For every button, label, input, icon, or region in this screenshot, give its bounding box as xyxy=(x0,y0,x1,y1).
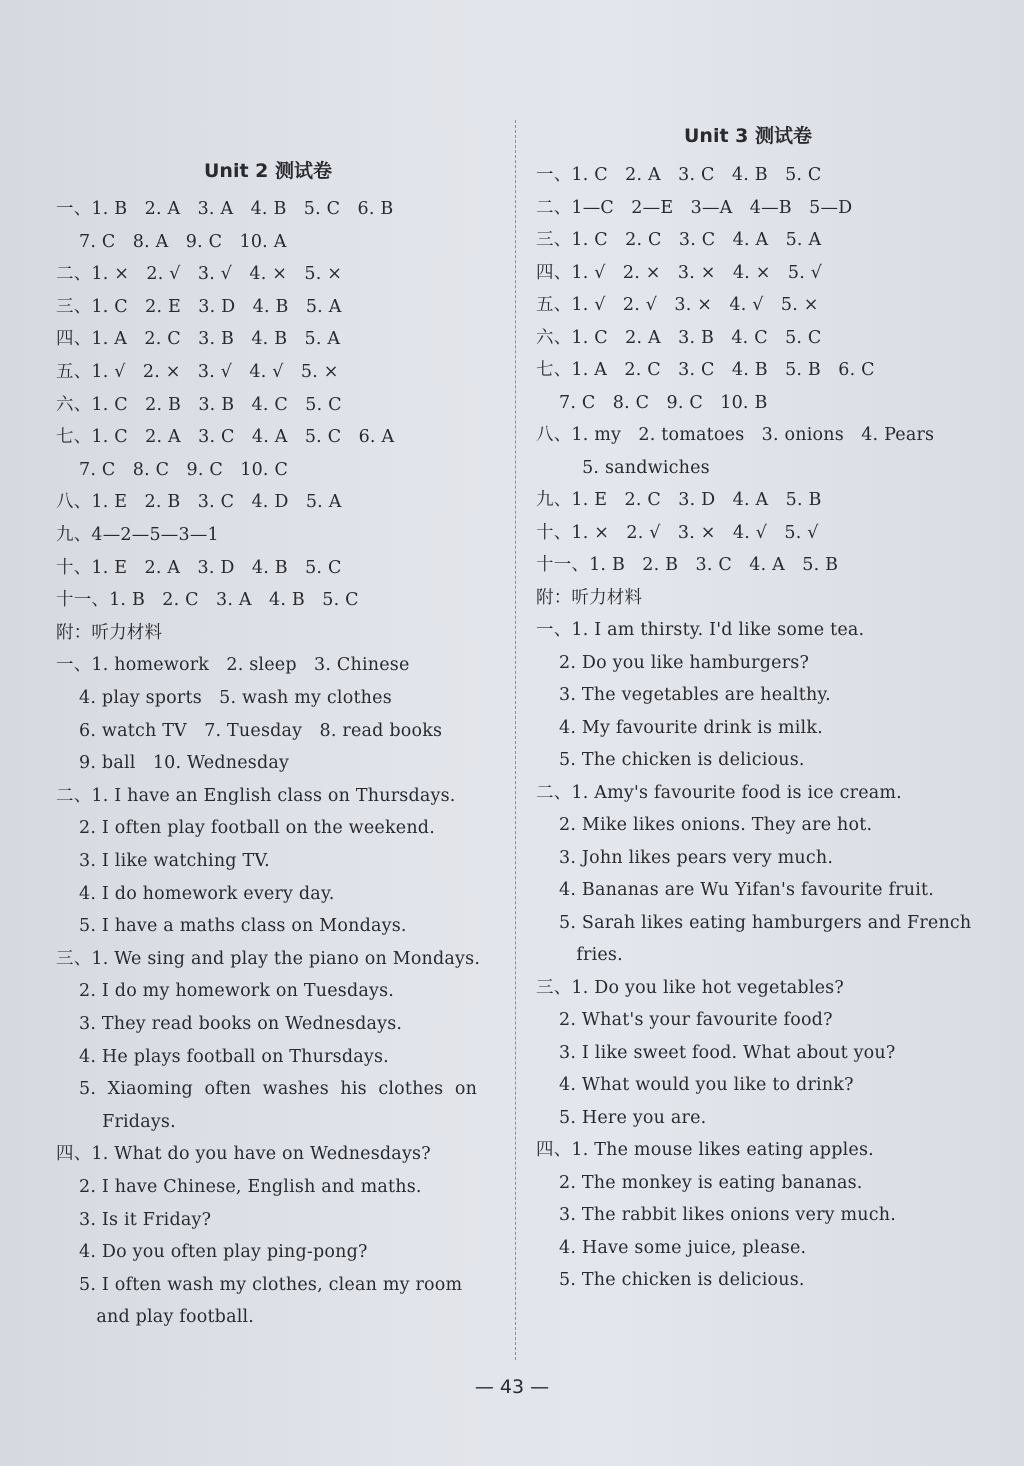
answer-line: 4. Do you often play ping-pong? xyxy=(56,1242,368,1263)
answer-line: 六、1. C 2. B 3. B 4. C 5. C xyxy=(56,394,342,415)
answer-line: 5. I have a maths class on Mondays. xyxy=(56,916,407,937)
answer-line: 2. I have Chinese, English and maths. xyxy=(56,1177,422,1197)
answer-line: 2. I do my homework on Tuesdays. xyxy=(56,981,395,1002)
answer-line: 4. play sports 5. wash my clothes xyxy=(56,688,392,708)
answer-line: 3. They read books on Wednesdays. xyxy=(56,1014,403,1034)
answer-line: 5. sandwiches xyxy=(536,457,710,478)
unit-2-title: Unit 2 测试卷 xyxy=(204,160,332,182)
answer-line: 一、1. B 2. A 3. A 4. B 5. C 6. B xyxy=(56,199,394,219)
answer-line: 十、1. × 2. √ 3. × 4. √ 5. √ xyxy=(536,522,819,543)
answer-line: 六、1. C 2. A 3. B 4. C 5. C xyxy=(536,327,822,348)
answer-line: 5. The chicken is delicious. xyxy=(536,750,805,770)
answer-line: 七、1. A 2. C 3. C 4. B 5. B 6. C xyxy=(536,360,875,380)
answer-line: 5. Sarah likes eating hamburgers and French xyxy=(536,912,972,933)
answer-line: 7. C 8. C 9. C 10. B xyxy=(536,392,768,413)
answer-line: 7. C 8. A 9. C 10. A xyxy=(56,231,287,252)
answer-line: 十、1. E 2. A 3. D 4. B 5. C xyxy=(56,557,342,578)
answer-line: 一、1. homework 2. sleep 3. Chinese xyxy=(56,655,410,676)
answer-line: 七、1. C 2. A 3. C 4. A 5. C 6. A xyxy=(56,427,395,448)
answer-line: 二、1. Amy's favourite food is ice cream. xyxy=(536,782,902,803)
answer-line: 7. C 8. C 9. C 10. C xyxy=(56,459,289,480)
answer-line: 2. What's your favourite food? xyxy=(536,1010,833,1030)
answer-line: 3. I like sweet food. What about you? xyxy=(536,1042,896,1063)
answer-line: 五、1. √ 2. × 3. √ 4. √ 5. × xyxy=(56,362,339,382)
answer-line: 三、1. We sing and play the piano on Mondays. xyxy=(56,948,481,969)
answer-line: 4. Have some juice, please. xyxy=(536,1237,807,1258)
answer-line: 一、1. I am thirsty. I'd like some tea. xyxy=(536,620,865,640)
answer-line: 四、1. √ 2. × 3. × 4. × 5. √ xyxy=(536,262,823,283)
answer-line: 附：听力材料 xyxy=(536,587,643,608)
answer-line: 5. The chicken is delicious. xyxy=(536,1270,805,1290)
answer-line: 5. I often wash my clothes, clean my room xyxy=(56,1274,463,1295)
answer-line: 5. Here you are. xyxy=(536,1107,707,1128)
column-divider xyxy=(515,120,516,1360)
answer-line: 一、1. C 2. A 3. C 4. B 5. C xyxy=(536,165,822,185)
answer-line: and play football. xyxy=(56,1307,255,1328)
answer-line: 二、1. I have an English class on Thursdays. xyxy=(56,785,456,806)
answer-line: Fridays. xyxy=(56,1111,176,1132)
answer-line: 四、1. The mouse likes eating apples. xyxy=(536,1140,874,1160)
answer-line: 2. I often play football on the weekend. xyxy=(56,818,435,839)
answer-line: 4. He plays football on Thursdays. xyxy=(56,1046,389,1067)
answer-line: 3. John likes pears very much. xyxy=(536,847,834,868)
answer-line: 八、1. E 2. B 3. C 4. D 5. A xyxy=(56,492,342,513)
answer-line: 4. Bananas are Wu Yifan's favourite fruit. xyxy=(536,880,934,900)
unit-3-title: Unit 3 测试卷 xyxy=(684,125,812,147)
answer-line: 十一、1. B 2. B 3. C 4. A 5. B xyxy=(536,555,839,575)
answer-line: 二、1—C 2—E 3—A 4—B 5—D xyxy=(536,197,853,218)
answer-line: 2. Do you like hamburgers? xyxy=(536,652,810,673)
answer-line: 2. The monkey is eating bananas. xyxy=(536,1172,863,1193)
answer-line: 四、1. A 2. C 3. B 4. B 5. A xyxy=(56,329,341,350)
answer-line: 九、1. E 2. C 3. D 4. A 5. B xyxy=(536,490,822,510)
answer-line: 4. What would you like to drink? xyxy=(536,1075,854,1095)
answer-line: 9. ball 10. Wednesday xyxy=(56,753,290,774)
answer-line: fries. xyxy=(536,945,623,965)
answer-line: 3. The vegetables are healthy. xyxy=(536,685,831,705)
answer-line: 八、1. my 2. tomatoes 3. onions 4. Pears xyxy=(536,425,935,445)
answer-line: 附：听力材料 xyxy=(56,622,163,643)
answer-line: 三、1. C 2. C 3. C 4. A 5. A xyxy=(536,230,822,250)
answer-line: 十一、1. B 2. C 3. A 4. B 5. C xyxy=(56,590,359,611)
answer-line: 九、4—2—5—3—1 xyxy=(56,525,219,545)
answer-line: 二、1. × 2. √ 3. √ 4. × 5. × xyxy=(56,264,343,285)
page-number: — 43 — xyxy=(474,1376,550,1398)
answer-line: 3. The rabbit likes onions very much. xyxy=(536,1205,896,1225)
answer-line: 4. I do homework every day. xyxy=(56,883,335,904)
answer-line: 6. watch TV 7. Tuesday 8. read books xyxy=(56,720,443,741)
answer-line: 4. My favourite drink is milk. xyxy=(536,717,823,738)
answer-line: 3. I like watching TV. xyxy=(56,851,270,871)
answer-line: 五、1. √ 2. √ 3. × 4. √ 5. × xyxy=(536,295,819,315)
answer-line: 四、1. What do you have on Wednesdays? xyxy=(56,1144,431,1165)
answer-line: 2. Mike likes onions. They are hot. xyxy=(536,815,873,835)
answer-line: 3. Is it Friday? xyxy=(56,1209,212,1230)
answer-line: 5. Xiaoming often washes his clothes on xyxy=(56,1079,478,1100)
answer-line: 三、1. C 2. E 3. D 4. B 5. A xyxy=(56,296,342,317)
answer-line: 三、1. Do you like hot vegetables? xyxy=(536,977,844,998)
